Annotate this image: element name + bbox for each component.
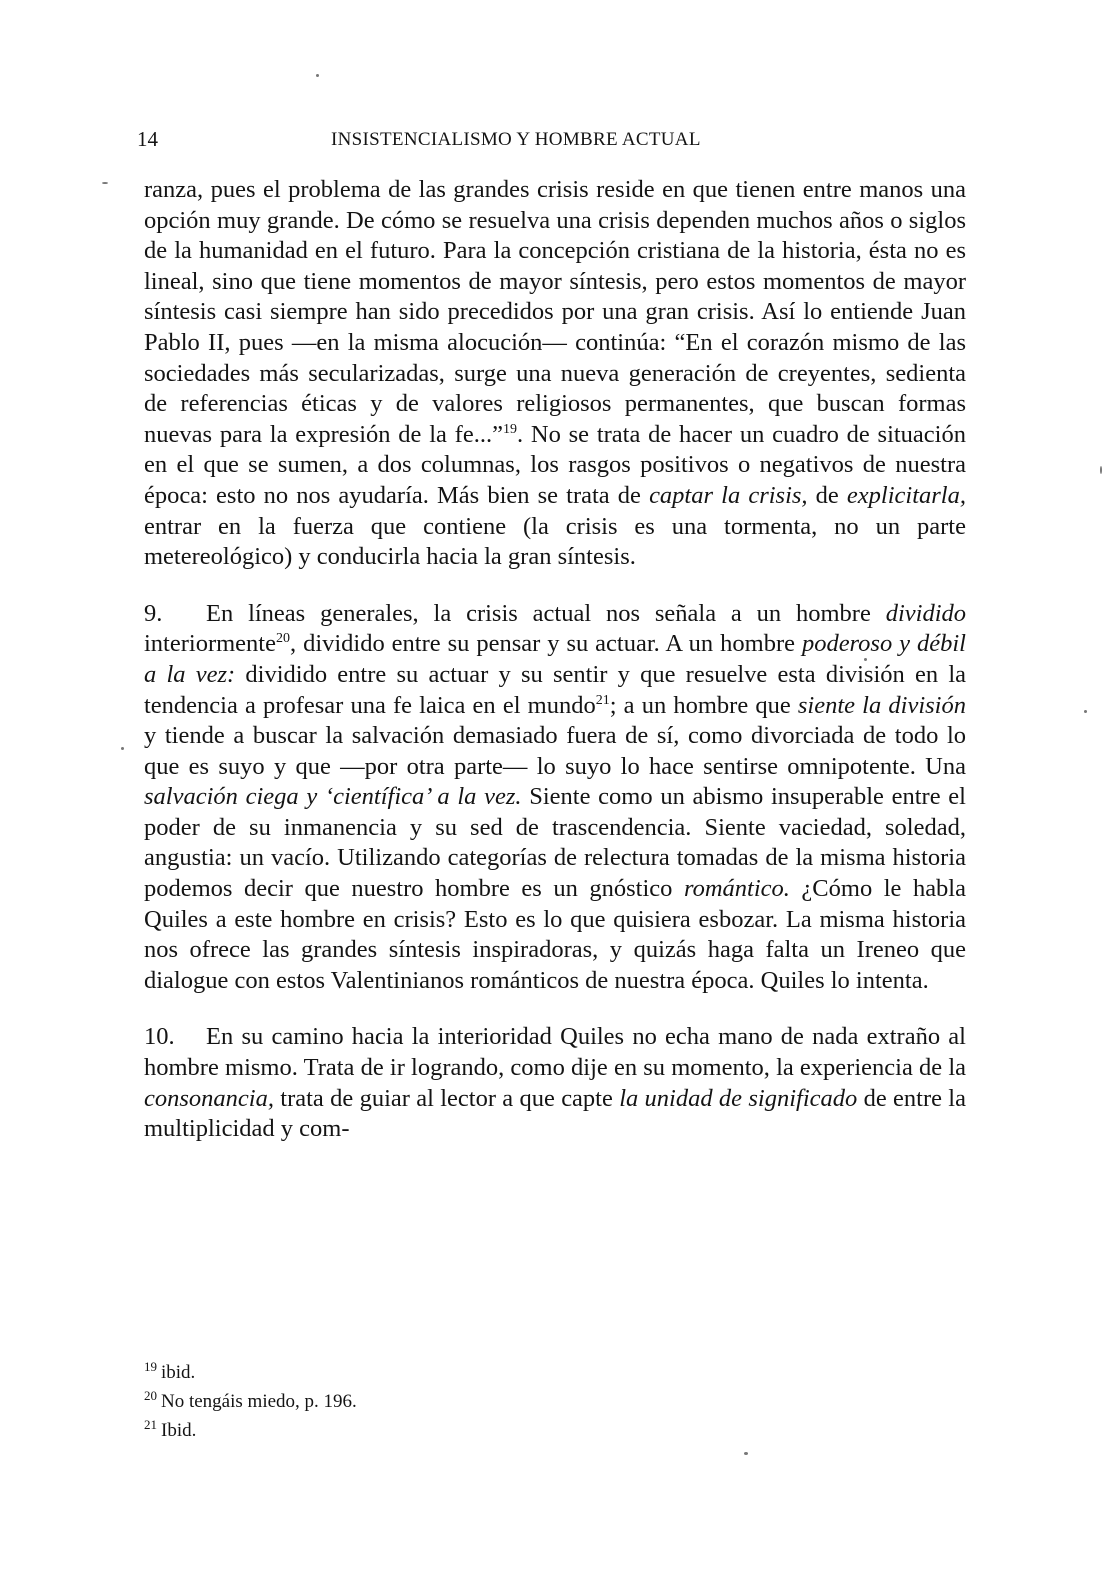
text-run: interiormente bbox=[144, 630, 276, 658]
text-run: . No se trata de hacer un cuadro de situación en el que se sumen, a dos columnas, los rasgos positivos o negativos de nuestra época: esto no nos ayudaría. Más bien se trata de bbox=[144, 420, 966, 509]
scan-speck bbox=[1100, 466, 1102, 474]
text-run: Siente como un abismo insuperable entre el poder de su inmanencia y su sed de trascendencia. Siente vaciedad, soledad, angustia: un vacío. Utilizando categorías de relectura tomadas de la misma historia podemos decir que nuestro hombre es un gnóstico bbox=[144, 783, 966, 903]
page-header bbox=[137, 127, 969, 157]
scan-speck bbox=[316, 74, 319, 77]
italic-text: romántico. bbox=[683, 875, 790, 903]
footnote-number: 20 bbox=[144, 1387, 157, 1403]
footnote bbox=[144, 1358, 744, 1387]
footnote-text: ibid. bbox=[161, 1362, 196, 1383]
italic-text: poderoso y débil a la vez: bbox=[144, 630, 966, 688]
text-run: , dividido entre su pensar y su actuar. A un hombre bbox=[289, 630, 802, 658]
scan-speck bbox=[864, 658, 867, 661]
scan-speck bbox=[102, 182, 108, 184]
italic-text: siente la división bbox=[797, 691, 966, 719]
text-run: trata de guiar al lector a que capte bbox=[273, 1084, 620, 1112]
italic-text: consonancia, bbox=[144, 1084, 274, 1112]
text-run: dividido entre su actuar y su sentir y que resuelve esta división en la tendencia a profesar una fe laica en el mundo bbox=[144, 660, 967, 719]
footnote-reference: 20 bbox=[275, 631, 290, 647]
text-run: ¿Cómo le habla Quiles a este hombre en crisis? Esto es lo que quisiera esbozar. La misma historia nos ofrece las grandes síntesis inspiradoras, y quizás haga falta un Ireneo que dialogue con estos Valentinianos románticos de nuestra época. Quiles lo intenta. bbox=[144, 875, 966, 994]
footnote-reference: 19 bbox=[502, 421, 517, 437]
paragraph bbox=[144, 175, 966, 573]
paragraph bbox=[144, 1022, 966, 1144]
body-text bbox=[144, 175, 966, 1171]
text-run: entrar en la fuerza que contiene (la crisis es una tormenta, no un parte metereológico) y conducirla hacia la gran síntesis. bbox=[144, 512, 966, 571]
text-run: de entre la multiplicidad y com- bbox=[144, 1084, 966, 1143]
footnote-number: 21 bbox=[144, 1416, 157, 1432]
italic-text: salvación ciega y ‘científica’ a la vez. bbox=[144, 783, 522, 811]
text-run: En su camino hacia la interioridad Quiles no echa mano de nada extraño al hombre mismo. Trata de ir logrando, como dije en su momento, la experiencia de la bbox=[144, 1023, 966, 1082]
footnote bbox=[144, 1416, 744, 1445]
footnote bbox=[144, 1387, 744, 1416]
scan-speck bbox=[1084, 710, 1087, 713]
text-run: En líneas generales, la crisis actual nos señala a un hombre bbox=[206, 599, 886, 627]
scan-speck bbox=[744, 1452, 748, 1455]
text-run: ranza, pues el problema de las grandes crisis reside en que tienen entre manos una opción muy grande. De cómo se resuelva una crisis dependen muchos años o siglos de la humanidad en el futuro. Para la concepción cristiana de la historia, ésta no es lineal, sino que tiene momentos de mayor síntesis, pero estos momentos de mayor síntesis casi siempre han sido precedidos por una gran crisis. Así lo entiende Juan Pablo II, pues —en la misma alocución— continúa: “En el corazón mismo de las sociedades más secularizadas, surge una nueva generación de creyentes, sedienta de referencias éticas y de valores religiosos permanentes, que buscan formas nuevas para la expresión de la fe...” bbox=[144, 176, 966, 448]
footnote-text: Ibid. bbox=[161, 1420, 197, 1441]
text-run: y tiende a buscar la salvación demasiado fuera de sí, como divorciada de todo lo que es suyo y que —por otra parte— lo suyo lo hace sentirse omnipotente. Una bbox=[144, 722, 966, 780]
text-run: de bbox=[807, 481, 847, 509]
running-title: INSISTENCIALISMO Y HOMBRE ACTUAL bbox=[331, 129, 701, 150]
italic-text: explicitarla, bbox=[846, 481, 966, 509]
scan-speck bbox=[121, 747, 124, 750]
footnote-number: 19 bbox=[144, 1358, 157, 1374]
paragraph-number: 10. bbox=[144, 1023, 175, 1051]
text-run: ; a un hombre que bbox=[609, 691, 798, 719]
page-number: 14 bbox=[137, 127, 158, 151]
paragraph-number: 9. bbox=[144, 599, 163, 627]
italic-text: la unidad de significado bbox=[619, 1084, 858, 1112]
italic-text: dividido bbox=[885, 599, 966, 627]
footnote-reference: 21 bbox=[595, 692, 610, 708]
paragraph bbox=[144, 599, 966, 997]
footnotes bbox=[144, 1358, 744, 1445]
footnote-text: No tengáis miedo, p. 196. bbox=[161, 1391, 357, 1412]
italic-text: captar la crisis, bbox=[649, 481, 808, 509]
